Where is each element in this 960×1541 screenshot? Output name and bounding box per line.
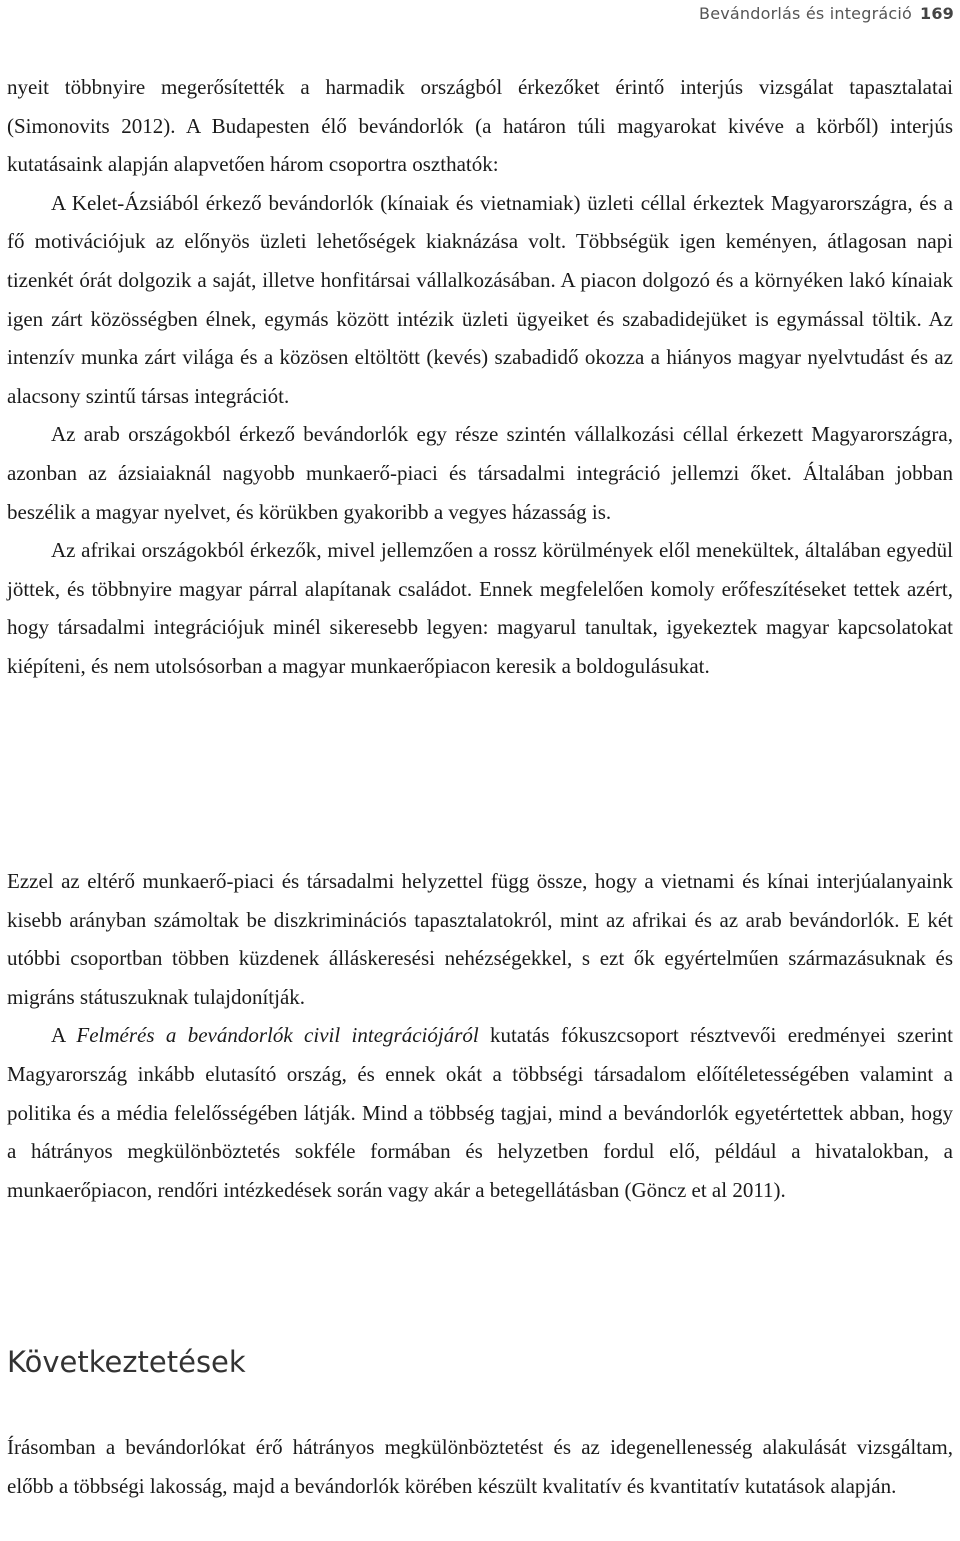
body-section-conclusions: [7, 1428, 953, 1505]
running-title: Bevándorlás és integráció: [699, 4, 912, 23]
page-number: 169: [920, 4, 954, 23]
paragraph-intro: nyeit többnyire megerősítették a harmadik országból érkezőket érintő interjús vizsgálat tapasztalatai (Simonovits 2012). A Budapesten élő bevándorlók (a határon túli magyarokat kivéve a körből) interjús kutatásaink alapján alapvetően három csoportra oszthatók:: [7, 75, 953, 177]
paragraph-arab: Az arab országokból érkező bevándorlók egy része szintén vállalkozási céllal érkezett Magyarországra, azonban az ázsiaiaknál nagyobb munkaerő-piaci és társadalmi integráció jellemzi őket. Általában jobban beszélik a magyar nyelvet, és körükben gyakoribb a vegyes házasság is.: [7, 422, 953, 524]
study-title: Felmérés a bevándorlók civil integrációjáról: [76, 1023, 479, 1048]
paragraph-east-asian: A Kelet-Ázsiából érkező bevándorlók (kínaiak és vietnamiak) üzleti céllal érkeztek Magyarországra, és a fő motivációjuk az előnyös üzleti lehetőségek kiaknázása volt. Többségük igen keményen, átlagosan napi tizenkét órát dolgozik a saját, illetve honfitársai vállalkozásában. A piacon dolgozó és a környéken lakó kínaiak igen zárt közösségben élnek, egymás között intézik üzleti ügyeiket és szabadidejüket is egymással töltik. Az intenzív munka zárt világa és a közösen eltöltött (kevés) szabadidő okozza a hiányos magyar nyelvtudást és az alacsony szintű társas integrációt.: [7, 190, 953, 408]
section-heading-conclusions: Következtetések: [7, 1345, 246, 1379]
body-section-discrimination: [7, 862, 953, 1209]
running-header: [699, 4, 954, 23]
paragraph-conclusion: Írásomban a bevándorlókat érő hátrányos megkülönböztetést és az idegenellenesség alakulását vizsgáltam, előbb a többségi lakosság, majd a bevándorlók körében készült kvalitatív és kvantitatív kutatások alapján.: [7, 1435, 953, 1498]
paragraph-discrimination: Ezzel az eltérő munkaerő-piaci és társadalmi helyzettel függ össze, hogy a vietnami és kínai interjúalanyaink kisebb arányban számoltak be diszkriminációs tapasztalatokról, mint az afrikai és az arab bevándorlók. E két utóbbi csoportban többen küzdenek álláskeresési nehézségekkel, s ezt ők egyértelműen származásuknak és migráns státuszuknak tulajdonítják.: [7, 869, 953, 1009]
body-section-groups: [7, 68, 953, 686]
paragraph-african: Az afrikai országokból érkezők, mivel jellemzően a rossz körülmények elől menekültek, általában egyedül jöttek, és többnyire magyar párral alapítanak családot. Ennek megfelelően komoly erőfeszítéseket tettek azért, hogy társadalmi integrációjuk minél sikeresebb legyen: magyarul tanultak, igyekeztek magyar kapcsolatokat kiépíteni, és nem utolsósorban a magyar munkaerőpiacon keresik a boldogulásukat.: [7, 538, 953, 678]
paragraph-focus-group: [7, 1016, 953, 1209]
focus-group-lead: A: [51, 1023, 77, 1048]
focus-group-text: kutatás fókuszcsoport résztvevői eredményei szerint Magyarország inkább elutasító ország, és ennek okát a többségi társadalom előítéletességében valamint a politika és a média felelősségében látják. Mind a többség tagjai, mind a bevándorlók egyetértettek abban, hogy a hátrányos megkülönböztetés sokféle formában és helyzetben fordul elő, például a hivatalokban, a munkaerőpiacon, rendőri intézkedések során vagy akár a betegellátásban (Göncz et al 2011).: [7, 1023, 953, 1202]
